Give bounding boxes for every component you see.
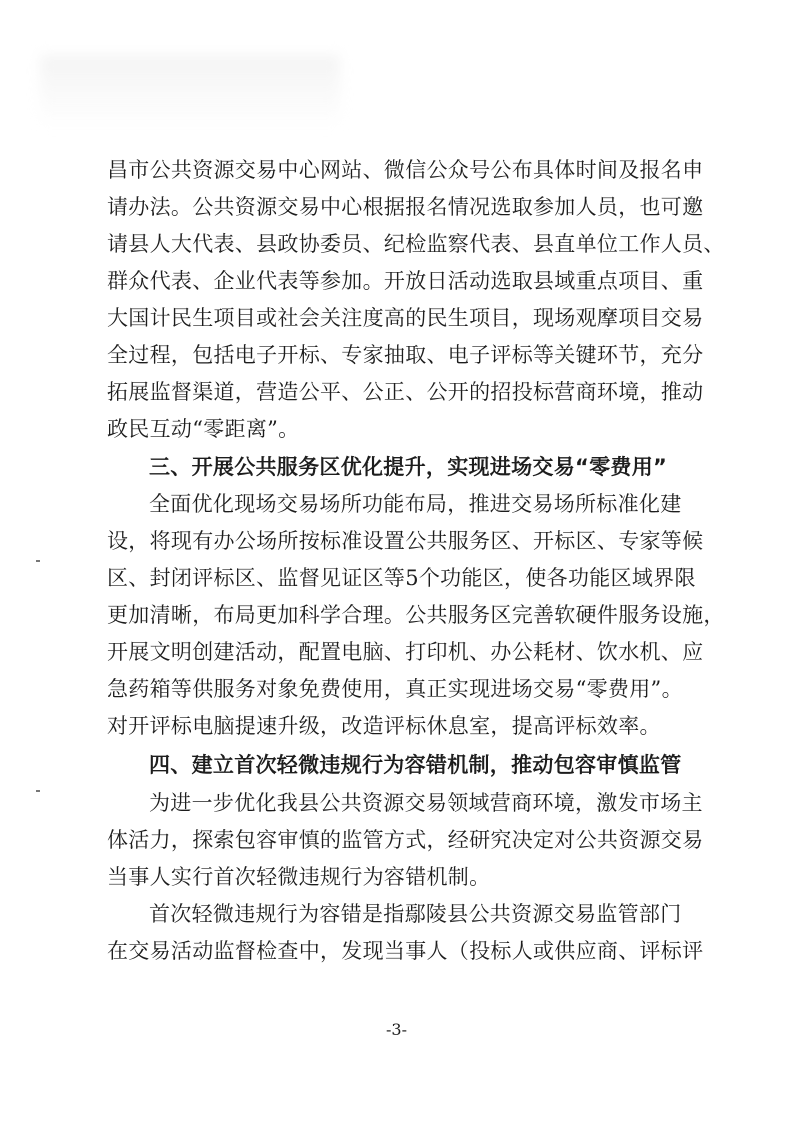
paragraph-line: 设，将现有办公场所按标准设置公共服务区、开标区、专家等候 [107,529,704,553]
scan-artifact [40,55,340,125]
paragraph-line: 请办法。公共资源交易中心根据报名情况选取参加人员，也可邀 [107,195,704,219]
paragraph-line: 大国计民生项目或社会关注度高的民生项目，现场观摩项目交易 [107,306,704,330]
paragraph-line: 昌市公共资源交易中心网站、微信公众号公布具体时间及报名申 [107,158,704,182]
paragraph-line: 拓展监督渠道，营造公平、公正、公开的招投标营商环境，推动 [107,380,704,404]
section-heading-3: 三、开展公共服务区优化提升，实现进场交易“零费用” [149,455,668,479]
paragraph-line: 开展文明创建活动，配置电脑、打印机、办公耗材、饮水机、应 [107,640,704,664]
paragraph-line: 群众代表、企业代表等参加。开放日活动选取县域重点项目、重 [107,269,704,293]
paragraph-line: 对开评标电脑提速升级，改造评标休息室，提高评标效率。 [107,714,661,738]
paragraph-line: 政民互动“零距离”。 [107,417,300,441]
paragraph-line: 更加清晰，布局更加科学合理。公共服务区完善软硬件服务设施， [107,603,725,627]
paragraph-line: 体活力，探索包容审慎的监管方式，经研究决定对公共资源交易 [107,828,704,852]
scan-speck [36,790,40,792]
paragraph-line: 首次轻微违规行为容错是指鄢陵县公共资源交易监管部门 [149,902,682,926]
section-heading-4: 四、建立首次轻微违规行为容错机制，推动包容审慎监管 [149,753,682,777]
paragraph-line: 全过程，包括电子开标、专家抽取、电子评标等关键环节，充分 [107,343,704,367]
paragraph-line: 请县人大代表、县政协委员、纪检监察代表、县直单位工作人员、 [107,232,725,256]
paragraph-line: 在交易活动监督检查中，发现当事人（投标人或供应商、评标评 [107,939,704,963]
page-number: -3- [386,1020,407,1039]
paragraph-line: 为进一步优化我县公共资源交易领域营商环境，激发市场主 [149,791,703,815]
paragraph-line: 急药箱等供服务对象免费使用，真正实现进场交易“零费用”。 [107,677,683,701]
paragraph-line: 全面优化现场交易场所功能布局，推进交易场所标准化建 [149,492,682,516]
paragraph-line: 区、封闭评标区、监督见证区等5个功能区，使各功能区域界限 [107,566,696,590]
paragraph-line: 当事人实行首次轻微违规行为容错机制。 [107,865,491,889]
scan-speck [36,560,40,562]
